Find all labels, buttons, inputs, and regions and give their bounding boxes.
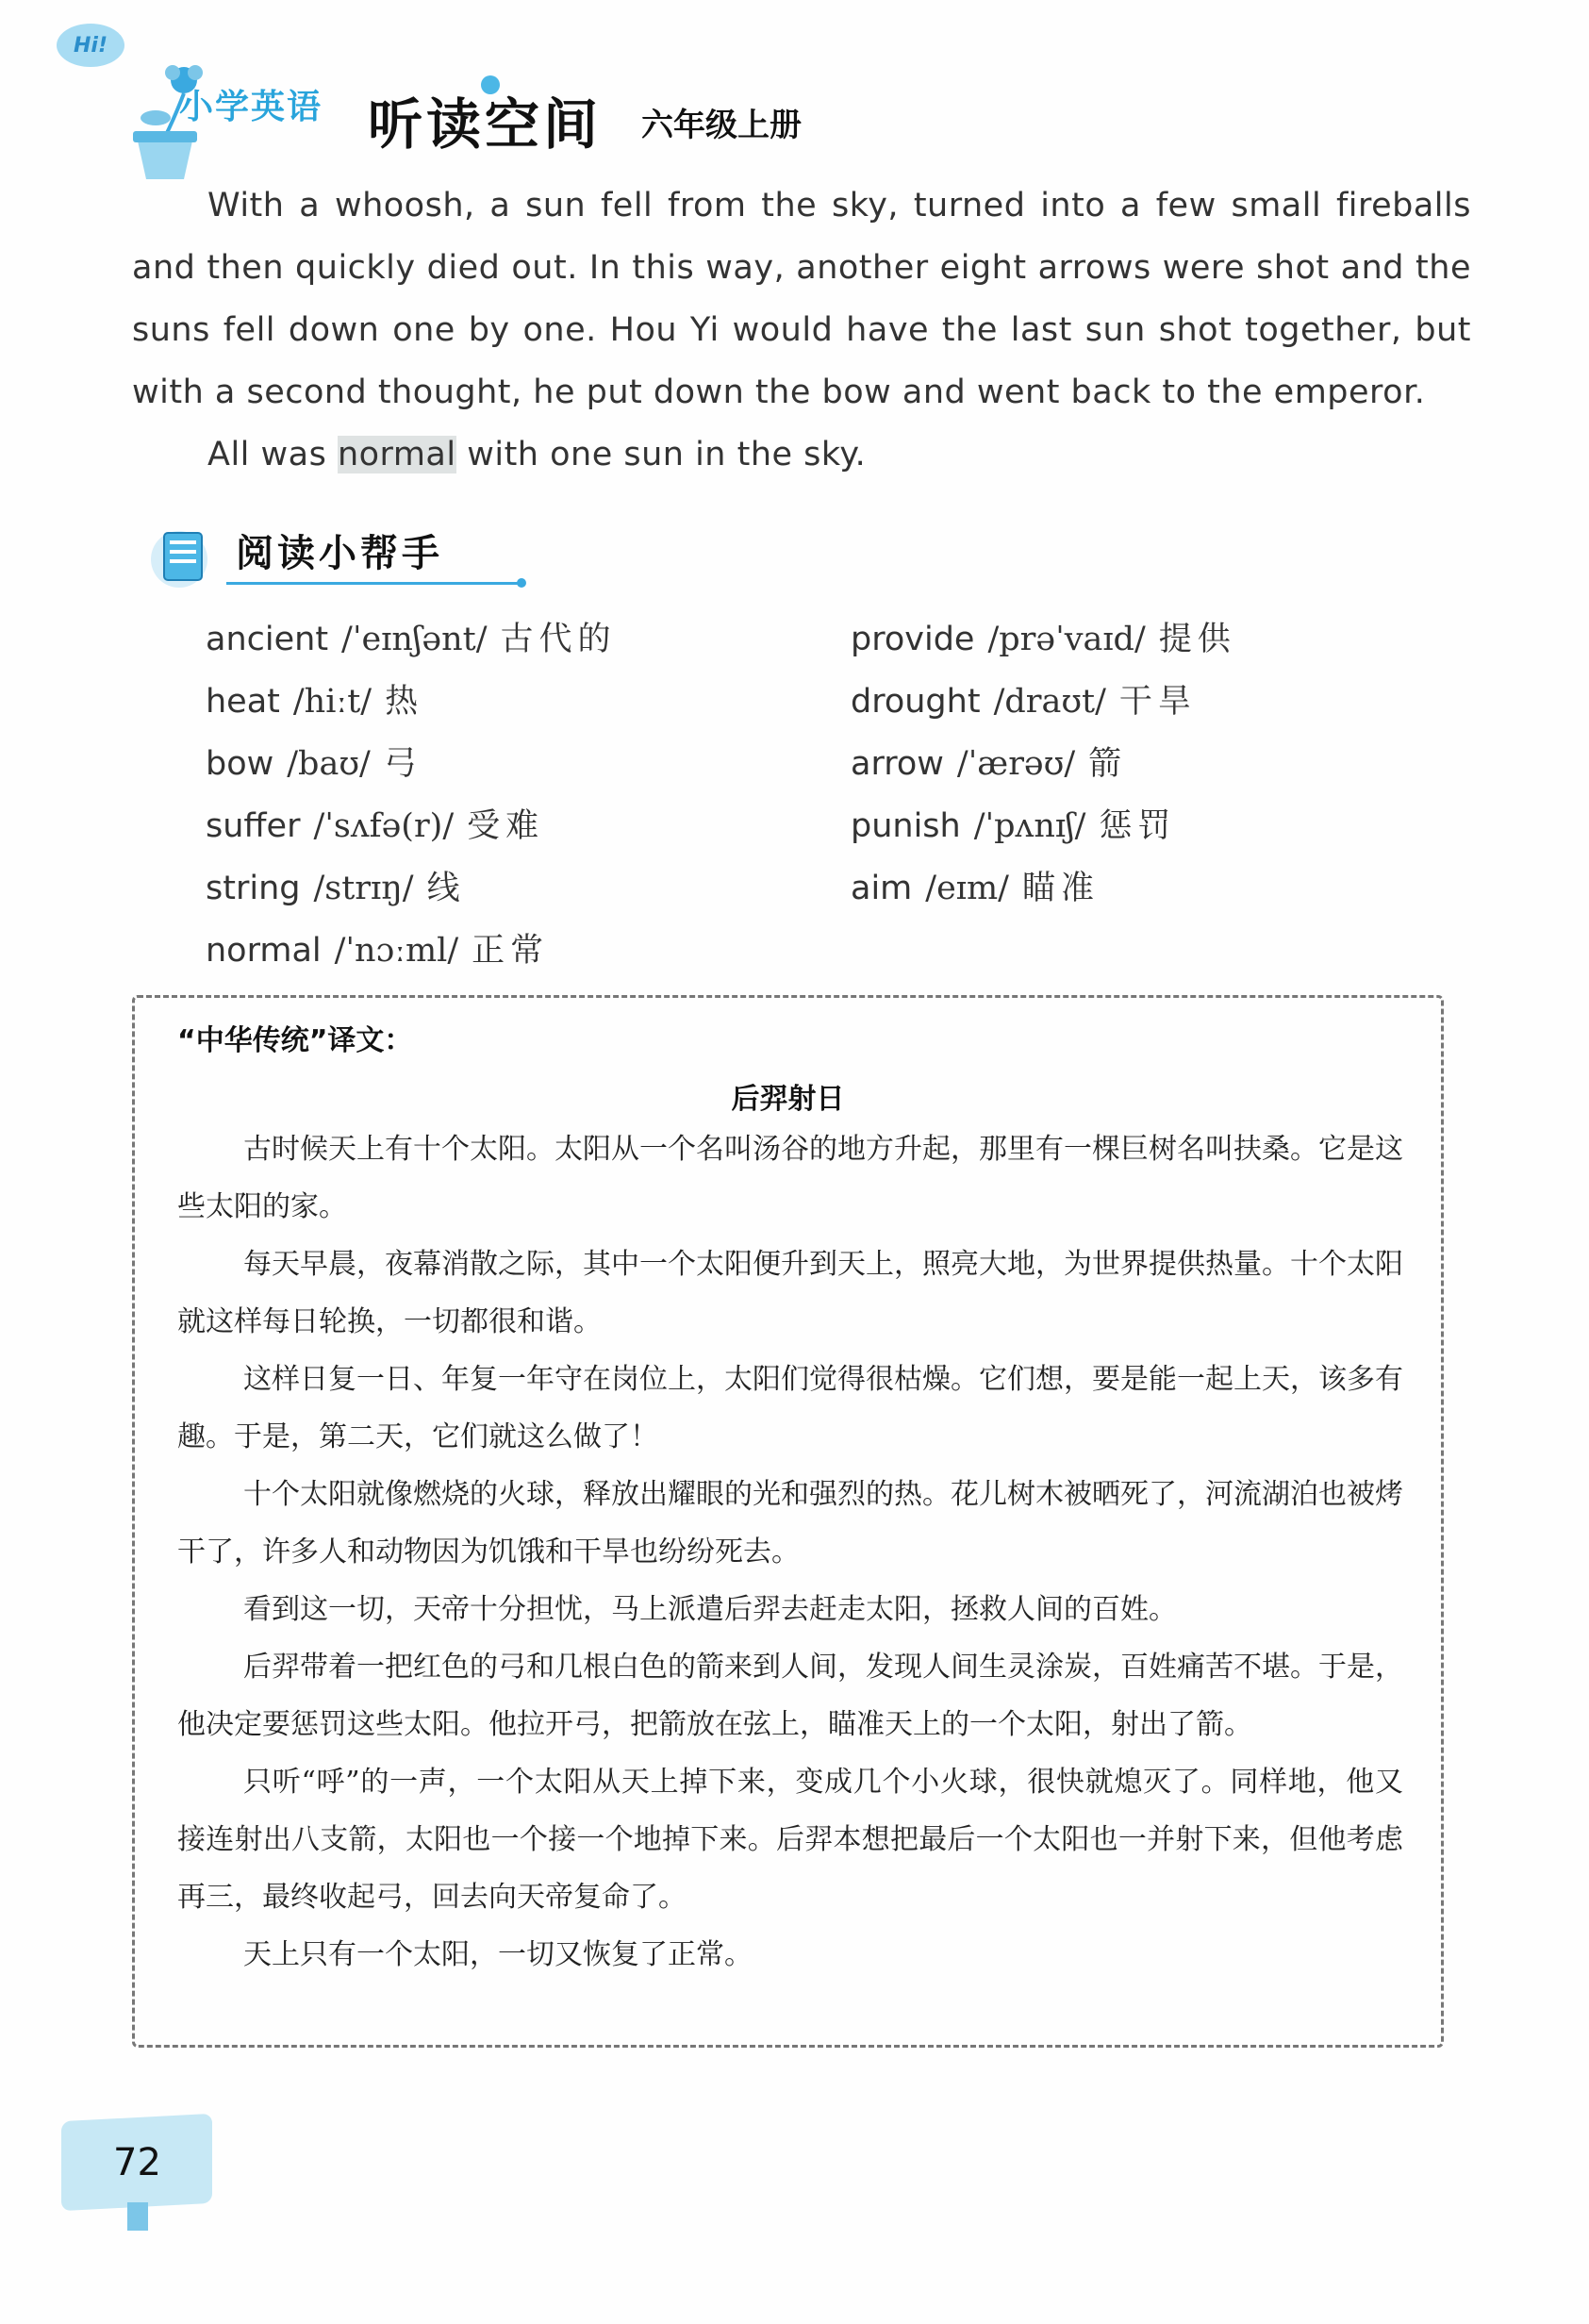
vocab-item xyxy=(206,920,617,982)
translation-paragraph: 天上只有一个太阳，一切又恢复了正常。 xyxy=(243,1938,753,1971)
page-number: 72 xyxy=(113,2141,161,2184)
passage-last-before: All was xyxy=(207,436,338,473)
helper-underline xyxy=(226,582,519,585)
vocab-meaning: 热 xyxy=(385,683,424,721)
helper-title: 阅读小帮手 xyxy=(236,532,443,575)
vocab-meaning: 弓 xyxy=(383,745,422,783)
vocab-meaning: 线 xyxy=(426,870,466,907)
vocab-word: punish xyxy=(851,807,961,845)
reading-helper-heading xyxy=(151,514,547,589)
book-icon xyxy=(151,523,217,589)
vocab-item xyxy=(851,857,1236,920)
vocab-meaning: 古代的 xyxy=(500,621,617,658)
vocab-ipa: /draʊt/ xyxy=(993,683,1106,721)
vocab-word: suffer xyxy=(206,807,301,845)
grade-label: 六年级上册 xyxy=(641,107,802,144)
vocab-word: ancient xyxy=(206,621,329,658)
vocab-word: normal xyxy=(206,932,322,970)
vocab-word: string xyxy=(206,870,301,907)
translation-paragraph: 十个太阳就像燃烧的火球，释放出耀眼的光和强烈的热。花儿树木被晒死了，河流湖泊也被烤干了，许多人和动物因为饥饿和干旱也纷纷死去。 xyxy=(177,1478,1403,1569)
vocab-right-column xyxy=(851,608,1236,920)
vocab-ipa: /ˈærəʊ/ xyxy=(956,745,1076,783)
vocab-meaning: 惩罚 xyxy=(1099,807,1177,845)
passage-last-after: with one sun in the sky. xyxy=(455,436,867,473)
vocab-word: aim xyxy=(851,870,913,907)
page-number-sign xyxy=(61,2117,222,2240)
book-title: 听读空间 xyxy=(368,92,603,157)
vocab-meaning: 受难 xyxy=(467,807,545,845)
translation-paragraph: 每天早晨，夜幕消散之际，其中一个太阳便升到天上，照亮大地，为世界提供热量。十个太阳就这样每日轮换，一切都很和谐。 xyxy=(177,1248,1403,1338)
vocab-ipa: /ˈsʌfə(r)/ xyxy=(313,807,455,845)
vocab-word: provide xyxy=(851,621,975,658)
vocab-item xyxy=(206,608,617,671)
signpost xyxy=(127,2202,148,2231)
vocab-left-column xyxy=(206,608,617,982)
vocab-meaning: 提供 xyxy=(1158,621,1236,658)
vocab-word: bow xyxy=(206,745,274,783)
vocab-item xyxy=(851,795,1236,857)
highlighted-word: normal xyxy=(337,436,456,473)
translation-paragraph: 看到这一切，天帝十分担忧，马上派遣后羿去赶走太阳，拯救人间的百姓。 xyxy=(243,1593,1177,1626)
passage-paragraph: With a whoosh, a sun fell from the sky, turned into a few small fireballs and then quickly died out. In this way, another eight arrows were shot and the suns fell down one by one. Hou Yi would have the last sun shot together, but with a second thought, he put down the bow and went back to the emperor. xyxy=(132,187,1471,411)
vocab-item xyxy=(206,795,617,857)
vocab-ipa: /eɪm/ xyxy=(925,870,1009,907)
translation-box xyxy=(132,995,1444,2048)
translation-label: “中华传统”译文： xyxy=(177,1024,413,1057)
vocab-word: drought xyxy=(851,683,981,721)
translation-text xyxy=(177,1120,1403,1984)
vocab-item xyxy=(206,857,617,920)
hi-badge: Hi! xyxy=(57,24,124,67)
vocab-meaning: 瞄准 xyxy=(1021,870,1100,907)
vocab-ipa: /strɪŋ/ xyxy=(313,870,414,907)
vocab-ipa: /ˈeɪnʃənt/ xyxy=(341,621,488,658)
translation-paragraph: 这样日复一日、年复一年守在岗位上，太阳们觉得很枯燥。它们想，要是能一起上天，该多有趣。于是，第二天，它们就这么做了！ xyxy=(177,1363,1403,1453)
vocab-ipa: /ˈnɔːml/ xyxy=(334,932,459,970)
translation-paragraph: 古时候天上有十个太阳。太阳从一个名叫汤谷的地方升起，那里有一棵巨树名叫扶桑。它是这些太阳的家。 xyxy=(177,1133,1403,1223)
vocab-word: heat xyxy=(206,683,280,721)
vocab-meaning: 干旱 xyxy=(1118,683,1197,721)
english-passage xyxy=(132,174,1471,486)
vocab-meaning: 箭 xyxy=(1088,745,1128,783)
vocab-ipa: /hiːt/ xyxy=(292,683,372,721)
series-name: 小学英语 xyxy=(179,88,323,126)
translation-title: 后羿射日 xyxy=(731,1083,845,1116)
vocab-item xyxy=(851,733,1236,795)
vocab-item xyxy=(206,733,617,795)
vocab-item xyxy=(851,608,1236,671)
vocab-item xyxy=(206,671,617,733)
vocab-item xyxy=(851,671,1236,733)
translation-paragraph: 后羿带着一把红色的弓和几根白色的箭来到人间，发现人间生灵涂炭，百姓痛苦不堪。于是，他决定要惩罚这些太阳。他拉开弓，把箭放在弦上，瞄准天上的一个太阳，射出了箭。 xyxy=(177,1651,1403,1741)
vocab-meaning: 正常 xyxy=(472,932,550,970)
passage-last-line xyxy=(132,423,1471,486)
vocab-word: arrow xyxy=(851,745,944,783)
translation-paragraph: 只听“呼”的一声，一个太阳从天上掉下来，变成几个小火球，很快就熄灭了。同样地，他又接连射出八支箭，太阳也一个接一个地掉下来。后羿本想把最后一个太阳也一并射下来，但他考虑再三，最终收起弓，回去向天帝复命了。 xyxy=(177,1766,1403,1914)
vocab-ipa: /baʊ/ xyxy=(287,745,371,783)
page-header xyxy=(57,24,905,165)
vocab-ipa: /prəˈvaɪd/ xyxy=(987,621,1146,658)
vocab-ipa: /ˈpʌnɪʃ/ xyxy=(973,807,1086,845)
